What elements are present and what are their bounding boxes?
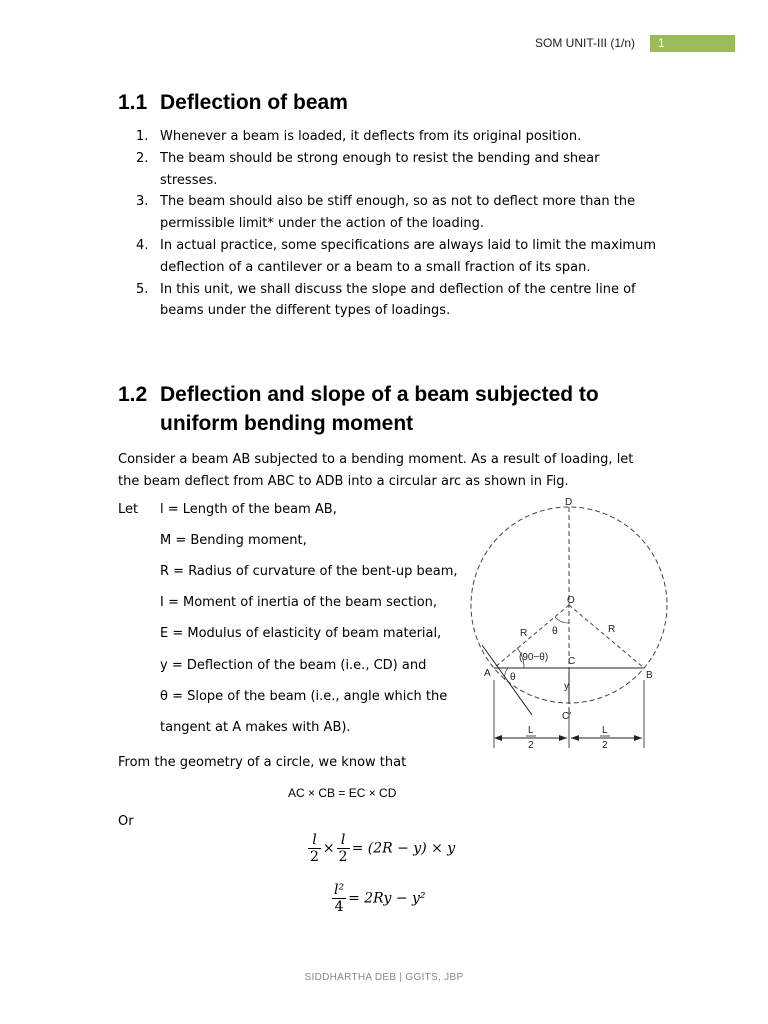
arrowhead [571, 735, 579, 741]
list-item [136, 191, 656, 235]
section-title: Deflection of beam [160, 91, 348, 114]
deflection-points-list [136, 126, 656, 322]
definition-modulus: E = Modulus of elasticity of beam material, [160, 626, 442, 641]
fraction-l-over-2: $\frac{l}{2}$ [338, 832, 348, 865]
chord-equation: AC × CB = EC × CD [288, 786, 397, 800]
equation-1: $\frac{l}{2}$ × $\frac{l}{2}$ = (2R − y) × y [310, 832, 456, 865]
equation-2 [330, 882, 426, 915]
list-text: Whenever a beam is loaded, it deflects from its original position. [160, 129, 582, 144]
theta-angle-arc [555, 617, 569, 623]
list-item [136, 126, 656, 148]
list-item [136, 235, 656, 279]
definition-slope-cont: tangent at A makes with AB). [160, 720, 351, 735]
label-d: D [565, 497, 573, 508]
definition-slope: θ = Slope of the beam (i.e., angle which the [160, 689, 448, 704]
list-number: 2. [136, 150, 149, 166]
list-item [136, 148, 656, 192]
beam-deflection-figure [462, 492, 668, 750]
radius-line-ob [569, 605, 644, 668]
page-number-badge: 1 [650, 35, 735, 52]
label-c: C [568, 656, 576, 667]
label-a: A [484, 668, 491, 679]
equation-2-rhs: = 2Ry − y² [348, 890, 426, 907]
label-ninety-minus-theta: (90−θ) [519, 652, 549, 663]
label-l-left: L [528, 725, 534, 736]
page-footer: SIDDHARTHA DEB | GGITS, JBP [304, 972, 464, 983]
label-r-right: R [608, 624, 616, 635]
running-header: SOM UNIT-III (1/n) [535, 36, 636, 50]
definition-deflection: y = Deflection of the beam (i.e., CD) and [160, 658, 427, 673]
section-number: 1.1 [118, 91, 148, 114]
definition-moment: M = Bending moment, [160, 533, 307, 548]
list-number: 3. [136, 194, 149, 210]
arrowhead [559, 735, 567, 741]
arrowhead [634, 735, 642, 741]
label-theta-top: θ [552, 626, 558, 637]
definition-length: l = Length of the beam AB, [160, 502, 337, 517]
label-b: B [646, 670, 653, 681]
equation-1-rhs: = (2R − y) × y [351, 840, 456, 857]
label-two-left: 2 [528, 740, 534, 750]
label-c-prime: C′ [562, 711, 572, 722]
intro-paragraph: Consider a beam AB subjected to a bending moment. As a result of loading, let the beam deflect from ABC to ADB into a circular arc as shown in Fig. [118, 452, 634, 489]
fraction-l-over-2: $\frac{l}{2}$ [310, 832, 319, 865]
list-text: The beam should be strong enough to resist the bending and shear stresses. [160, 150, 600, 188]
fraction-l2-over-4: $\frac{\text{l²}}{4}$ [334, 882, 345, 915]
list-number: 5. [136, 281, 149, 297]
section-title-line-2: uniform bending moment [160, 412, 414, 435]
section-title-line-1: Deflection and slope of a beam subjected to [160, 383, 599, 406]
definition-radius: R = Radius of curvature of the bent-up beam, [160, 564, 458, 579]
section-number: 1.2 [118, 383, 148, 406]
section-heading-1-2 [118, 380, 599, 438]
list-item [136, 279, 656, 323]
geometry-paragraph: From the geometry of a circle, we know that [118, 755, 407, 770]
let-label: Let [118, 502, 139, 517]
definition-inertia: I = Moment of inertia of the beam section, [160, 595, 438, 610]
list-number: 4. [136, 237, 149, 253]
label-theta-a: θ [510, 672, 516, 683]
label-r-left: R [520, 628, 528, 639]
list-text: In this unit, we shall discuss the slope and deflection of the centre line of beams under the different types of loadings. [160, 281, 636, 319]
section-heading-1-1 [118, 88, 348, 117]
list-number: 1. [136, 129, 149, 144]
list-text: In actual practice, some specifications are always laid to limit the maximum deflection of a cantilever or a beam to a small fraction of its span. [160, 237, 656, 275]
or-label: Or [118, 814, 134, 829]
label-o: O [567, 595, 575, 606]
label-two-right: 2 [602, 740, 608, 750]
arrowhead [494, 735, 502, 741]
label-l-right: L [602, 725, 608, 736]
label-y: y [564, 681, 569, 692]
list-text: The beam should also be stiff enough, so as not to deflect more than the permissible limit* under the action of the loading. [160, 194, 636, 232]
